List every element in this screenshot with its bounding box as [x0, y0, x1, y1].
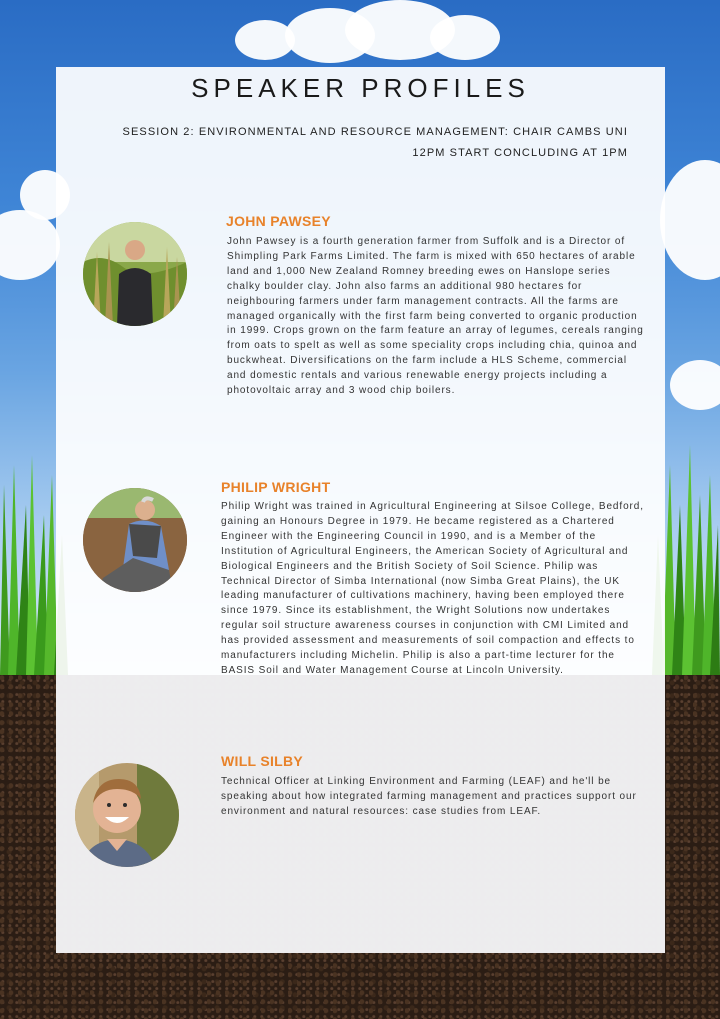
session-heading: SESSION 2: ENVIRONMENTAL AND RESOURCE MANAGEMENT: CHAIR CAMBS UNI [122, 126, 628, 138]
speaker-name: JOHN PAWSEY [226, 213, 331, 229]
page-title: SPEAKER PROFILES [191, 73, 530, 103]
speaker-bio: Philip Wright was trained in Agricultural Engineering at Silsoe College, Bedford, gaining an Honours Degree in 1979. He became registered as a Chartered Engineer with the Engineering Council in 1990, and is a Member of the Institution of Agricultural Engineers, the American Society of Agricultural and Biological Engineers and the British Society of Soil Science. Philip was Technical Director of Simba International (now Simba Great Plains), the UK leading manufacturer of cultivations machinery, having been employed there since 1979. Since its establishment, the Wright Solutions now undertakes regular soil structure awareness courses in conjunction with CMI Limited and has provided assessment and measurements of soil compaction and effects to manufacturers including Michelin. Philip is also a part-time lecturer for the BASIS Soil and Water Management Course at Lincoln University. [221, 501, 644, 676]
speaker-name: WILL SILBY [221, 753, 304, 769]
speaker-photo-john-pawsey [83, 222, 187, 326]
speaker-bio: Technical Officer at Linking Environment and Farming (LEAF) and he'll be speaking about how integrated farming management and practices support our environment and natural resources: case studies from LEAF. [221, 776, 637, 817]
session-time: 12PM START CONCLUDING AT 1PM [412, 147, 628, 159]
speaker-name: PHILIP WRIGHT [221, 479, 331, 495]
content-panel [56, 67, 665, 953]
speaker-photo-will-silby [75, 763, 179, 867]
cloud-decoration [430, 15, 500, 60]
speaker-photo-philip-wright [83, 488, 187, 592]
speaker-bio: John Pawsey is a fourth generation farmer from Suffolk and is a Director of Shimpling Park Farms Limited. The farm is mixed with 650 hectares of arable land and 1,000 New Zealand Romney breeding ewes on Hanslope series chalky boulder clay. John also farms an additional 980 hectares for neighbouring farmers under farm management contracts. All the farms are managed organically with the first farm being converted to organic production in 1999. Crops grown on the farm feature an array of legumes, cereals ranging from oats to spelt as well as some speciality crops including chia, quinoa and buckwheat. Diversifications on the farm include a HLS Scheme, commercial and domestic rentals and various renewable energy projects including a photovoltaic array and 3 wood chip boilers. [227, 236, 644, 397]
